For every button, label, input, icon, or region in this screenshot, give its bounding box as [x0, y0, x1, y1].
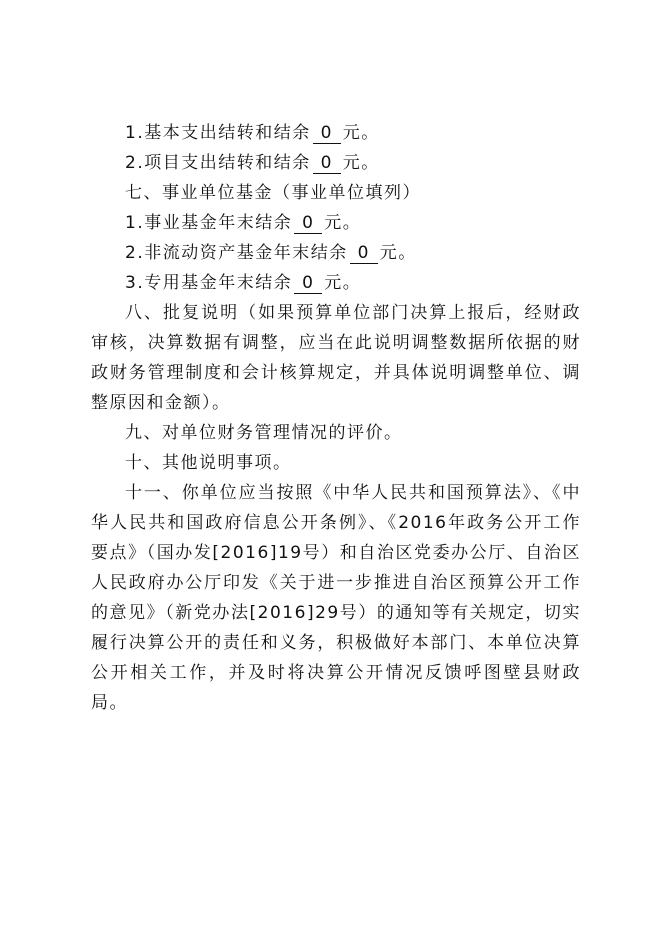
item-label: 2.项目支出结转和结余 — [125, 153, 311, 173]
item-noncurrent-asset-fund — [91, 238, 581, 268]
section-8-approval-notes: 八、批复说明（如果预算单位部门决算上报后，经财政审核，决算数据有调整，应当在此说明调整数据所依据的财政财务管理制度和会计核算规定，并具体说明调整单位、调整原因和金额）。 — [91, 303, 581, 413]
item-special-fund — [91, 268, 581, 298]
document-body — [91, 118, 581, 718]
item-basic-expenditure — [91, 118, 581, 148]
item-value: 0 — [313, 153, 341, 174]
section-9-evaluation: 九、对单位财务管理情况的评价。 — [125, 423, 403, 443]
item-value: 0 — [294, 213, 322, 234]
item-label: 1.事业基金年末结余 — [125, 213, 293, 233]
section-11-disclosure: 十一、你单位应当按照《中华人民共和国预算法》、《中华人民共和国政府信息公开条例》、《2016年政务公开工作要点》（国办发[2016]19号）和自治区党委办公厅、自治区人民政府办公厅印发《关于进一步推进自治区预算公开工作的意见》（新党办法[2016]29号）的通知等有关规定，切实履行决算公开的责任和义务，积极做好本部门、本单位决算公开相关工作，并及时将决算公开情况反馈呼图壁县财政局。 — [91, 483, 581, 713]
item-label: 1.基本支出结转和结余 — [125, 123, 311, 143]
item-unit: 元。 — [324, 273, 362, 293]
section-10-other-notes: 十、其他说明事项。 — [125, 453, 292, 473]
item-unit: 元。 — [342, 153, 380, 173]
item-unit: 元。 — [342, 123, 380, 143]
item-value: 0 — [350, 243, 378, 264]
item-label: 3.专用基金年末结余 — [125, 273, 293, 293]
item-project-expenditure — [91, 148, 581, 178]
item-unit: 元。 — [379, 243, 417, 263]
item-career-fund — [91, 208, 581, 238]
item-value: 0 — [313, 123, 341, 144]
item-label: 2.非流动资产基金年末结余 — [125, 243, 348, 263]
item-value: 0 — [294, 273, 322, 294]
item-unit: 元。 — [324, 213, 362, 233]
section-7-heading: 七、事业单位基金（事业单位填列） — [125, 183, 421, 203]
